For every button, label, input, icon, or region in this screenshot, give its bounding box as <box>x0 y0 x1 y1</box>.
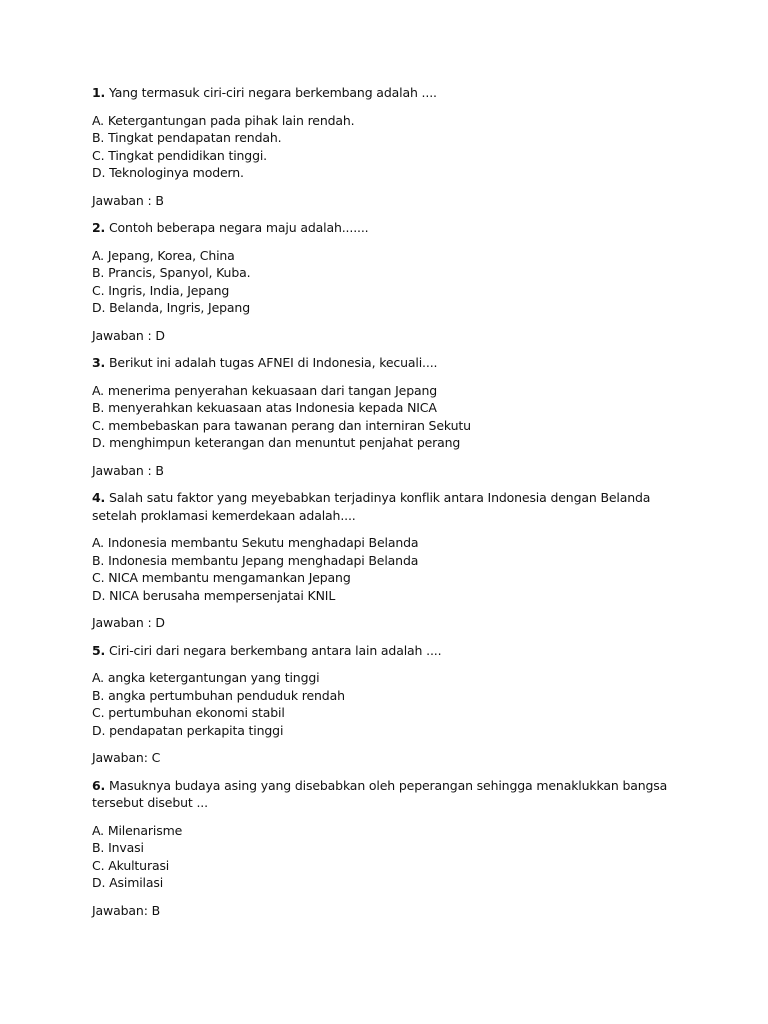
answer-key: Jawaban: B <box>92 902 161 918</box>
question-text: Berikut ini adalah tugas AFNEI di Indonesia, kecuali.... <box>108 355 438 370</box>
question-stem <box>92 219 692 237</box>
option-d: D. Asimilasi <box>92 875 164 890</box>
option-d: D. Teknologinya modern. <box>92 165 244 180</box>
option-a: A. Jepang, Korea, China <box>92 247 235 263</box>
option-list <box>92 112 692 182</box>
option-a: A. angka ketergantungan yang tinggi <box>92 670 320 685</box>
question-stem <box>92 777 692 812</box>
option-c: C. membebaskan para tawanan perang dan interniran Sekutu <box>92 417 471 433</box>
question-number: 6. <box>92 777 106 793</box>
question-6 <box>92 777 692 920</box>
option-list <box>92 534 692 604</box>
option-d: D. NICA berusaha mempersenjatai KNIL <box>92 587 336 603</box>
question-1 <box>92 84 692 209</box>
question-number: 3. <box>92 355 106 370</box>
option-b: B. menyerahkan kekuasaan atas Indonesia kepada NICA <box>92 400 437 415</box>
question-text: Salah satu faktor yang meyebabkan terjadinya konflik antara Indonesia dengan Belanda setelah proklamasi kemerdekaan adalah.... <box>92 490 651 523</box>
option-b: B. Indonesia membantu Jepang menghadapi Belanda <box>92 552 419 568</box>
question-5 <box>92 642 692 767</box>
option-list <box>92 382 692 452</box>
option-a: A. Milenarisme <box>92 822 183 838</box>
answer-key: Jawaban : D <box>92 327 165 343</box>
question-3 <box>92 354 692 479</box>
question-text: Masuknya budaya asing yang disebabkan oleh peperangan sehingga menaklukkan bangsa tersebut disebut ... <box>92 777 668 810</box>
option-c: C. Tingkat pendidikan tinggi. <box>92 147 268 163</box>
question-stem <box>92 354 692 372</box>
question-number: 2. <box>92 220 106 235</box>
option-d: D. menghimpun keterangan dan menuntut penjahat perang <box>92 435 461 450</box>
option-list <box>92 669 692 739</box>
option-list <box>92 822 692 892</box>
option-a: A. menerima penyerahan kekuasaan dari tangan Jepang <box>92 382 438 398</box>
question-number: 1. <box>92 85 106 100</box>
option-c: C. NICA membantu mengamankan Jepang <box>92 570 351 585</box>
option-c: C. Ingris, India, Jepang <box>92 282 230 298</box>
option-a: A. Ketergantungan pada pihak lain rendah. <box>92 112 355 128</box>
question-stem <box>92 642 692 660</box>
question-4 <box>92 489 692 632</box>
option-d: D. Belanda, Ingris, Jepang <box>92 300 250 315</box>
option-b: B. Prancis, Spanyol, Kuba. <box>92 265 251 280</box>
option-b: B. Tingkat pendapatan rendah. <box>92 130 282 145</box>
question-text: Contoh beberapa negara maju adalah....... <box>108 220 369 235</box>
option-list <box>92 247 692 317</box>
option-b: B. Invasi <box>92 840 144 855</box>
question-number: 4. <box>92 490 106 505</box>
answer-key: Jawaban : D <box>92 615 165 630</box>
option-d: D. pendapatan perkapita tinggi <box>92 722 284 738</box>
question-number: 5. <box>92 642 106 658</box>
question-stem <box>92 84 692 102</box>
answer-key: Jawaban: C <box>92 750 161 765</box>
document-page <box>92 84 692 929</box>
question-2 <box>92 219 692 344</box>
answer-key: Jawaban : B <box>92 192 164 208</box>
option-c: C. Akulturasi <box>92 857 170 873</box>
option-a: A. Indonesia membantu Sekutu menghadapi Belanda <box>92 535 419 550</box>
option-b: B. angka pertumbuhan penduduk rendah <box>92 687 345 703</box>
question-text: Ciri-ciri dari negara berkembang antara lain adalah .... <box>108 642 442 658</box>
question-text: Yang termasuk ciri-ciri negara berkembang adalah .... <box>108 85 437 100</box>
question-stem <box>92 489 692 524</box>
answer-key: Jawaban : B <box>92 462 164 478</box>
option-c: C. pertumbuhan ekonomi stabil <box>92 705 285 720</box>
